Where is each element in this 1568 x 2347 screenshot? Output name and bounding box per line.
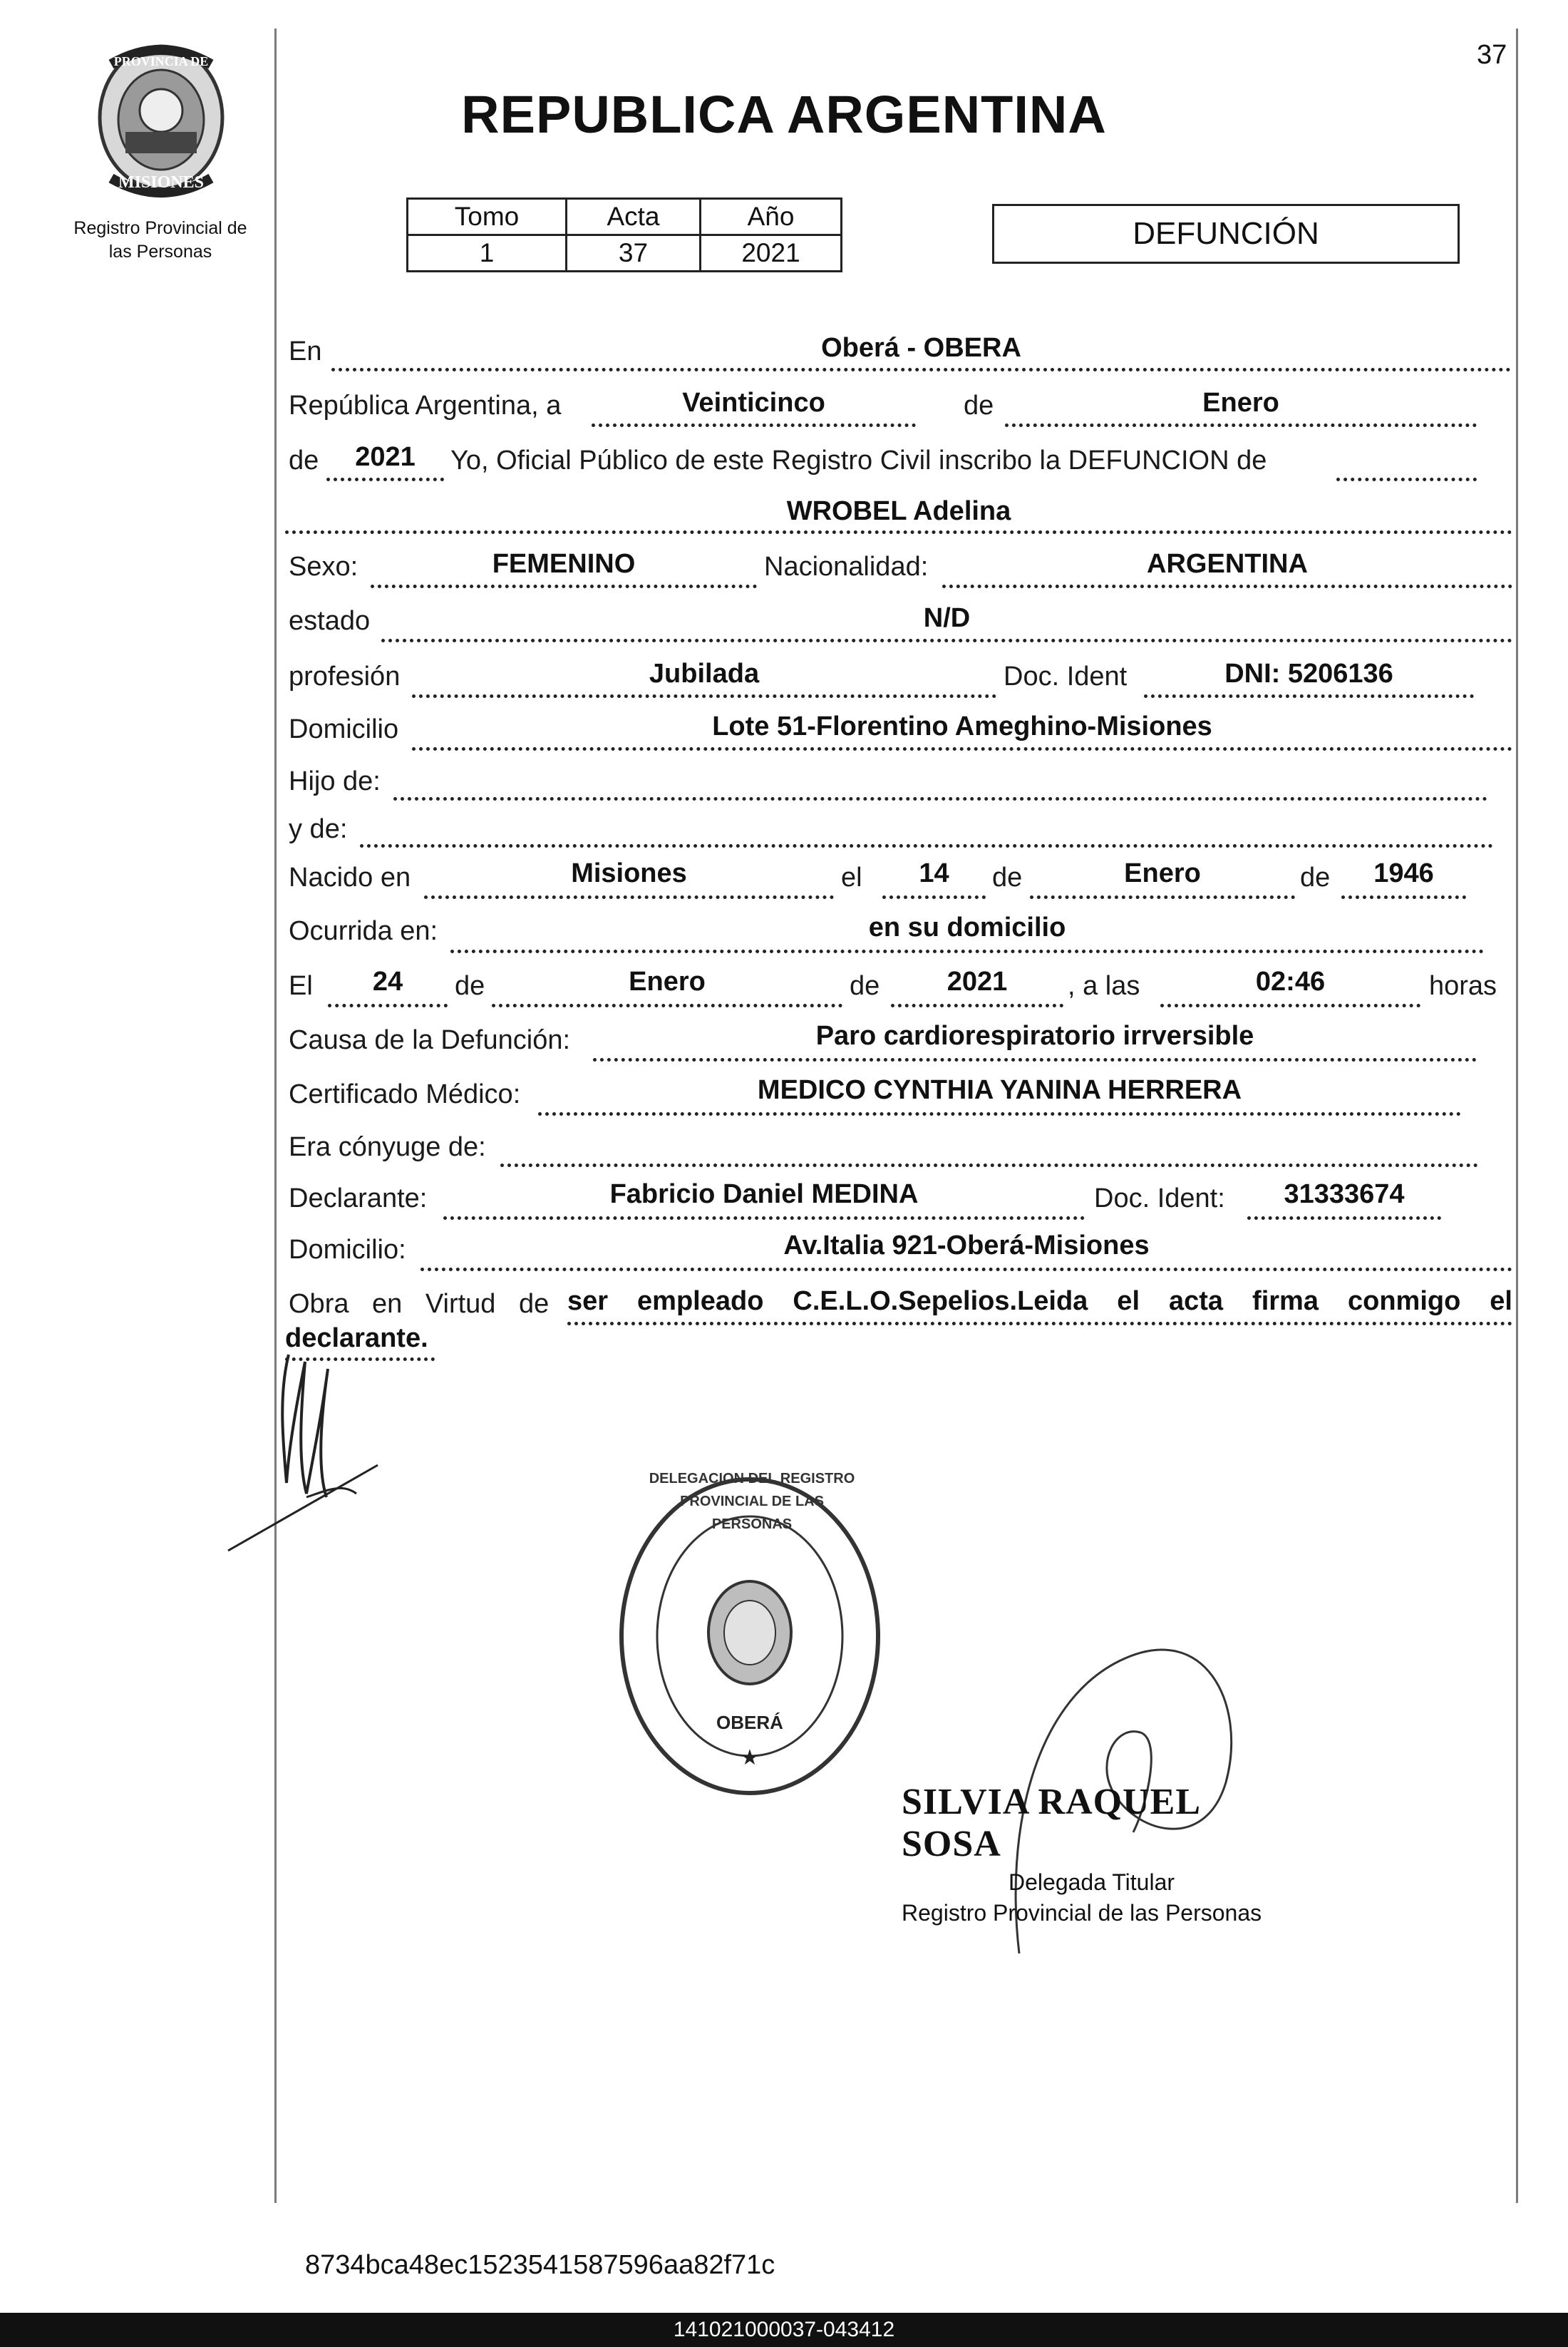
nacido-value: Misiones: [571, 858, 687, 888]
inscribo-text: Yo, Oficial Público de este Registro Civil inscribo la DEFUNCION de: [450, 446, 1267, 476]
obra-line: [567, 1322, 1512, 1325]
record-header-row: [408, 199, 842, 235]
deceased-name: WROBEL Adelina: [786, 496, 1011, 526]
right-margin-rule: [1516, 29, 1518, 2203]
en-line: [331, 368, 1511, 371]
anio-header: Año: [701, 199, 842, 235]
republica-label: República Argentina, a: [289, 391, 562, 421]
nacido-label: Nacido en: [289, 863, 411, 893]
sexo-line: [371, 585, 757, 588]
birth-month-line: [1030, 895, 1295, 899]
estado-line: [381, 639, 1512, 642]
domicilio-line: [412, 747, 1512, 751]
birth-day-line: [882, 895, 986, 899]
doc-line: [1144, 694, 1474, 698]
causa-value: Paro cardiorespiratorio irrversible: [815, 1021, 1254, 1051]
declarante-label: Declarante:: [289, 1183, 428, 1213]
svg-text:MISIONES: MISIONES: [118, 173, 205, 192]
obra-value-2: declarante.: [285, 1323, 428, 1353]
obra-value: ser empleado C.E.L.O.Sepelios.Leida el acta firma conmigo el: [567, 1286, 1512, 1316]
de-label-2: de: [289, 446, 319, 476]
record-value-row: [408, 235, 842, 272]
El-label: El: [289, 971, 313, 1001]
de-label-5: de: [455, 971, 485, 1001]
domicilio2-value: Av.Italia 921-Oberá-Misiones: [783, 1231, 1150, 1260]
sexo-value: FEMENINO: [492, 549, 636, 579]
acta-value: 37: [567, 235, 701, 272]
profesion-value: Jubilada: [649, 659, 760, 689]
nacionalidad-line: [942, 585, 1512, 588]
signer-role: Delegada Titular: [1009, 1869, 1175, 1895]
svg-text:★: ★: [740, 1746, 760, 1770]
month-value: Enero: [1202, 388, 1279, 418]
estado-value: N/D: [923, 603, 971, 633]
de-label-4: de: [1300, 863, 1331, 893]
profesion-line: [412, 694, 996, 698]
en-value: Oberá - OBERA: [821, 333, 1021, 363]
death-time: 02:46: [1255, 967, 1326, 997]
ocurrida-value: en su domicilio: [868, 913, 1066, 943]
nacionalidad-label: Nacionalidad:: [764, 552, 929, 582]
el-label: el: [841, 863, 862, 893]
profesion-label: profesión: [289, 662, 401, 692]
record-table: [406, 197, 842, 272]
horas-label: horas: [1429, 971, 1497, 1001]
death-time-line: [1160, 1004, 1420, 1007]
doc2-value: 31333674: [1284, 1179, 1405, 1209]
ocurrida-line: [450, 950, 1484, 953]
name-line: [285, 530, 1512, 534]
causa-label: Causa de la Defunción:: [289, 1025, 571, 1055]
declarant-signature: [221, 1340, 392, 1561]
page-number: 37: [1477, 40, 1507, 70]
record-type-box: DEFUNCIÓN: [992, 204, 1460, 264]
left-margin-rule: [274, 29, 277, 2203]
declarante-line: [443, 1216, 1085, 1220]
barcode-id: 141021000037-043412: [673, 2318, 895, 2341]
death-month: Enero: [629, 967, 706, 997]
signer-block: [902, 1781, 1301, 1926]
death-day-line: [328, 1004, 448, 1007]
year-value: 2021: [355, 442, 416, 472]
de-label-1: de: [964, 391, 994, 421]
doc-value: DNI: 5206136: [1224, 659, 1393, 689]
svg-text:PROVINCIA DE: PROVINCIA DE: [113, 54, 209, 68]
doc-label: Doc. Ident: [1004, 662, 1128, 692]
domicilio2-line: [421, 1268, 1512, 1271]
birth-year: 1946: [1373, 858, 1434, 888]
signer-name: SILVIA RAQUEL SOSA: [902, 1782, 1200, 1864]
registry-caption-line1: Registro Provincial de: [73, 218, 247, 238]
nacido-line: [424, 895, 834, 899]
ocurrida-label: Ocurrida en:: [289, 916, 438, 946]
seal-text: DELEGACION DEL REGISTRO PROVINCIAL DE LAS PERSONAS: [649, 1471, 855, 1532]
death-year: 2021: [947, 967, 1008, 997]
conyuge-label: Era cónyuge de:: [289, 1132, 486, 1162]
yde-label: y de:: [289, 814, 348, 844]
day-line: [592, 423, 916, 427]
estado-label: estado: [289, 606, 371, 636]
barcode-id-bar: [0, 2313, 1568, 2347]
death-year-line: [891, 1004, 1063, 1007]
domicilio-value: Lote 51-Florentino Ameghino-Misiones: [712, 712, 1212, 741]
birth-year-line: [1341, 895, 1466, 899]
domicilio-label: Domicilio: [289, 714, 399, 744]
yde-line: [360, 844, 1493, 848]
hijo-line: [393, 797, 1487, 801]
svg-text:OBERÁ: OBERÁ: [716, 1712, 783, 1733]
causa-line: [593, 1058, 1477, 1062]
declarante-value: Fabricio Daniel MEDINA: [609, 1179, 919, 1209]
en-label: En: [289, 337, 322, 366]
de-label-3: de: [992, 863, 1023, 893]
doc2-line: [1247, 1216, 1441, 1220]
registry-caption: [43, 217, 278, 264]
inscribo-line: [1336, 478, 1477, 481]
de-label-6: de: [850, 971, 880, 1001]
birth-day: 14: [919, 858, 949, 888]
tomo-header: Tomo: [408, 199, 567, 235]
domicilio2-label: Domicilio:: [289, 1235, 406, 1265]
hijo-label: Hijo de:: [289, 766, 381, 796]
certificado-line: [538, 1112, 1461, 1116]
document-hash: 8734bca48ec1523541587596aa82f71c: [305, 2250, 775, 2280]
birth-month: Enero: [1124, 858, 1201, 888]
alas-label: , a las: [1068, 971, 1140, 1001]
sexo-label: Sexo:: [289, 552, 359, 582]
conyuge-line: [500, 1164, 1478, 1167]
tomo-value: 1: [408, 235, 567, 272]
death-day: 24: [372, 967, 403, 997]
death-month-line: [492, 1004, 842, 1007]
anio-value: 2021: [701, 235, 842, 272]
page-title: REPUBLICA ARGENTINA: [461, 85, 1107, 144]
month-line: [1005, 423, 1477, 427]
registry-caption-line2: las Personas: [108, 242, 212, 262]
acta-header: Acta: [567, 199, 701, 235]
signer-office: Registro Provincial de las Personas: [902, 1900, 1262, 1926]
obra-label: Obra en Virtud de: [289, 1289, 550, 1319]
certificado-label: Certificado Médico:: [289, 1079, 521, 1109]
year-line: [326, 478, 444, 481]
nacionalidad-value: ARGENTINA: [1147, 549, 1308, 579]
doc2-label: Doc. Ident:: [1094, 1183, 1225, 1213]
certificado-value: MEDICO CYNTHIA YANINA HERRERA: [757, 1075, 1242, 1105]
day-value: Veinticinco: [682, 388, 825, 418]
